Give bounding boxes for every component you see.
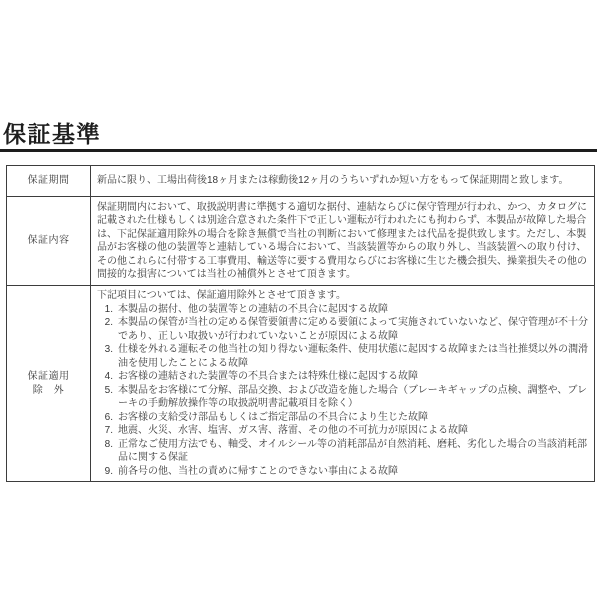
exclusion-item-text: 正常なご使用方法でも、軸受、オイルシール等の消耗部品が自然消耗、磨耗、劣化した場合の当該消耗部品に関する保証 (118, 438, 588, 463)
warranty-exclusions-label (7, 286, 91, 482)
exclusion-item-text: お客様の支給受け部品もしくはご指定部品の不具合により生じた故障 (118, 411, 428, 423)
exclusion-item-number: 5. (104, 384, 113, 396)
page-title: 保証基準 (3, 121, 101, 147)
exclusion-item-number: 8. (104, 438, 113, 450)
exclusion-item-number: 4. (104, 371, 113, 382)
exclusion-item-number: 3. (104, 344, 113, 355)
warranty-table (6, 165, 595, 482)
exclusion-item (97, 343, 590, 370)
exclusion-item-text: 本製品の保管が当社の定める保管要領書に定める要領によって実施されていないなど、保守管理が不十分であり、正しい取扱いが行われていないことが原因による故障 (118, 317, 588, 342)
title-underline (0, 149, 597, 152)
warranty-exclusions-label-line1: 保証適用 (27, 371, 70, 382)
exclusion-item-number: 2. (104, 317, 113, 328)
exclusion-item (97, 438, 590, 465)
exclusion-item (97, 465, 590, 479)
warranty-coverage-row (7, 197, 595, 286)
warranty-period-row (7, 166, 595, 197)
warranty-exclusions-content (91, 286, 595, 482)
warranty-exclusions-label-line2: 除 外 (32, 384, 65, 396)
exclusion-item-text: 本製品の据付、他の装置等との連結の不具合に起因する故障 (118, 303, 388, 315)
exclusion-item-text: 前各号の他、当社の責めに帰すことのできない事由による故障 (118, 465, 398, 477)
exclusion-item-text: 地震、火災、水害、塩害、ガス害、落雷、その他の不可抗力が原因による故障 (118, 425, 468, 436)
exclusion-item (97, 370, 590, 384)
exclusion-item (97, 316, 590, 343)
exclusion-item (97, 384, 590, 411)
warranty-coverage-content: 保証期間内において、取扱説明書に準拠する適切な据付、連結ならびに保守管理が行われ、かつ、カタログに記載された仕様もしくは別途合意された条件下で正しい運転が行われたにも拘わらず、本製品が故障した場合は、下記保証適用除外の場合を除き無償で当社の判断において修理または代品を提供致します。ただし、本製品がお客様の他の装置等と連結している場合において、当該装置等からの取り外し、当該装置への取り付け、その他これらに付帯する工事費用、輸送等に要する費用ならびにお客様に生じた機会損失、操業損失その他の間接的な損害については当社の補償外とさせて頂きます。 (91, 197, 595, 286)
exclusion-item-number: 9. (104, 465, 113, 477)
exclusion-item-number: 7. (104, 425, 113, 436)
warranty-period-content: 新品に限り、工場出荷後18ヶ月または稼動後12ヶ月のうちいずれか短い方をもって保証期間と致します。 (91, 166, 595, 197)
exclusion-item-text: 仕様を外れる運転その他当社の知り得ない運転条件、使用状態に起因する故障または当社推奨以外の潤滑油を使用したことによる故障 (118, 344, 588, 369)
exclusion-item-number: 1. (104, 303, 113, 315)
exclusion-item-text: お客様の連結された装置等の不具合または特殊仕様に起因する故障 (118, 371, 418, 382)
exclusion-item-number: 6. (104, 411, 113, 423)
exclusion-item-text: 本製品をお客様にて分解、部品交換、および改造を施した場合（ブレーキギャップの点検、調整や、ブレーキの手動解放操作等の取扱説明書記載項目を除く） (118, 384, 587, 409)
exclusion-item (97, 424, 590, 438)
exclusion-item (97, 303, 590, 317)
exclusions-intro: 下記項目については、保証適用除外とさせて頂きます。 (97, 290, 346, 301)
warranty-period-label: 保証期間 (7, 166, 91, 197)
warranty-exclusions-row (7, 286, 595, 482)
exclusion-item (97, 411, 590, 425)
warranty-coverage-label: 保証内容 (7, 197, 91, 286)
